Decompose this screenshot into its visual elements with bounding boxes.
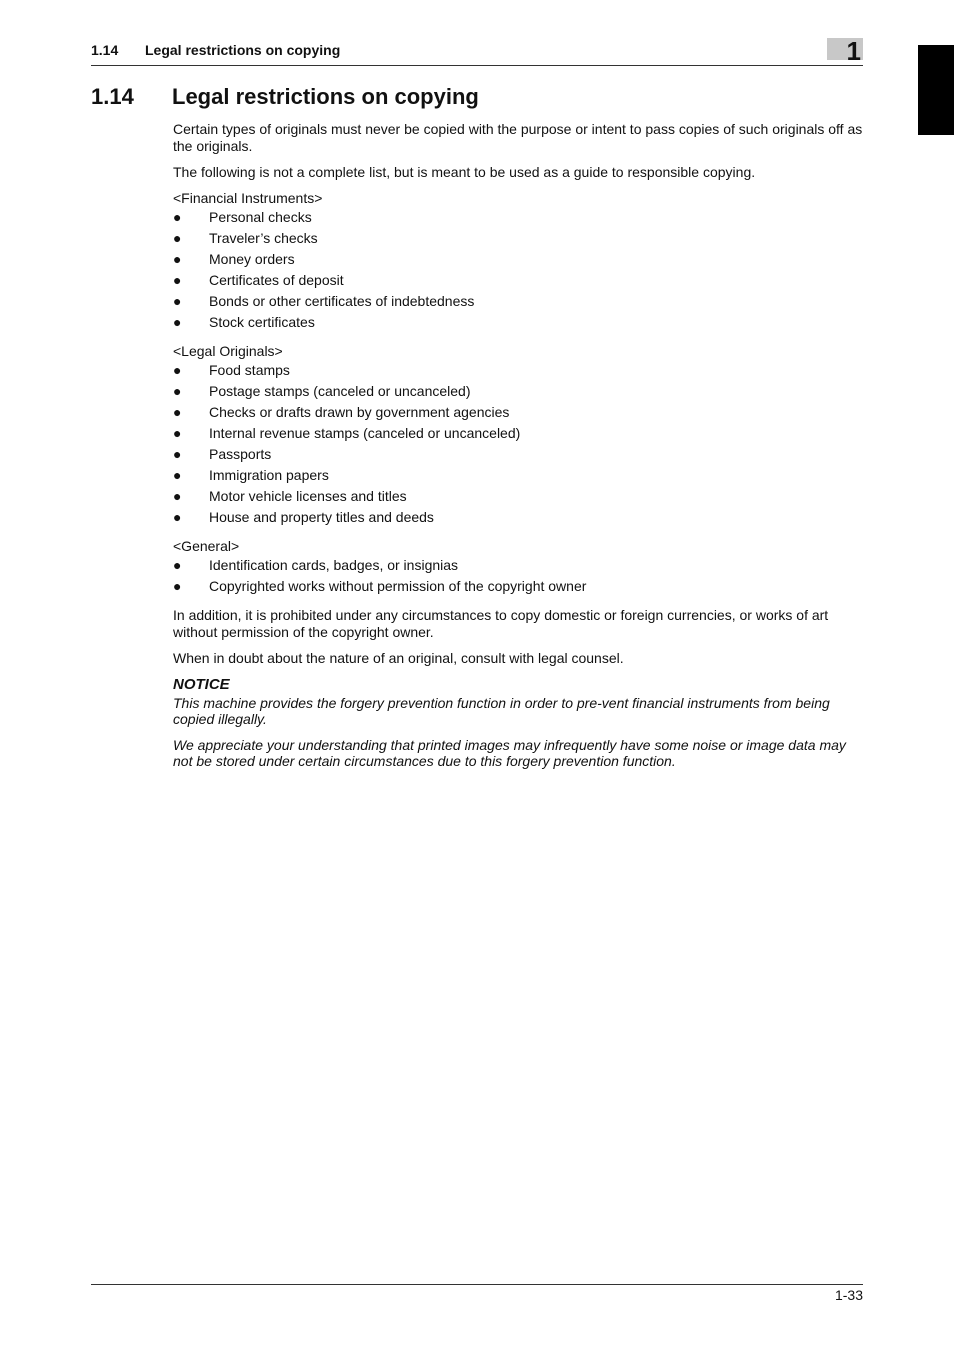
section-title: Legal restrictions on copying bbox=[172, 84, 479, 109]
list-item: ● Food stamps bbox=[173, 362, 290, 378]
bullet-icon: ● bbox=[173, 362, 182, 378]
bullet-icon: ● bbox=[173, 488, 182, 504]
footer-divider bbox=[91, 1284, 863, 1285]
list-item: ● Certificates of deposit bbox=[173, 272, 344, 288]
intro-paragraph: Certain types of originals must never be copied with the purpose or intent to pass copies of such originals off as the originals. bbox=[173, 121, 863, 154]
group-label: <Financial Instruments> bbox=[173, 190, 323, 206]
closing-paragraph: In addition, it is prohibited under any circumstances to copy domestic or foreign currencies, or works of art without permission of the copyright owner. bbox=[173, 607, 829, 640]
group-label: <Legal Originals> bbox=[173, 343, 283, 359]
bullet-icon: ● bbox=[173, 314, 182, 330]
notice-heading: NOTICE bbox=[173, 676, 230, 693]
list-item: ● Stock certificates bbox=[173, 314, 315, 330]
bullet-icon: ● bbox=[173, 293, 182, 309]
running-header bbox=[91, 36, 863, 66]
bullet-list bbox=[173, 209, 865, 335]
notice-box bbox=[173, 676, 865, 769]
chapter-number-box: 1 bbox=[827, 38, 863, 60]
bullet-icon: ● bbox=[173, 509, 182, 525]
list-item: ● Motor vehicle licenses and titles bbox=[173, 488, 407, 504]
bullet-icon: ● bbox=[173, 446, 182, 462]
header-section-title: Legal restrictions on copying bbox=[145, 42, 341, 58]
page-number: 1-33 bbox=[834, 1287, 863, 1303]
bullet-icon: ● bbox=[173, 251, 182, 267]
list-item: ● Traveler’s checks bbox=[173, 230, 318, 246]
section-number: 1.14 bbox=[91, 84, 134, 109]
bullet-icon: ● bbox=[173, 557, 182, 573]
list-item: ● Checks or drafts drawn by government agencies bbox=[173, 404, 510, 420]
list-item: ● Personal checks bbox=[173, 209, 312, 225]
bullet-list bbox=[173, 557, 865, 599]
header-section-number: 1.14 bbox=[91, 42, 119, 58]
bullet-icon: ● bbox=[173, 467, 182, 483]
list-item: ● House and property titles and deeds bbox=[173, 509, 434, 525]
list-item: ● Bonds or other certificates of indebtedness bbox=[173, 293, 475, 309]
notice-paragraph: We appreciate your understanding that printed images may infrequently have some noise or image data may not be stored under certain circumstances due to this forgery prevention function. bbox=[173, 737, 846, 769]
list-item: ● Postage stamps (canceled or uncanceled) bbox=[173, 383, 471, 399]
bullet-icon: ● bbox=[173, 425, 182, 441]
group-legal-originals bbox=[173, 343, 865, 530]
body-content bbox=[173, 121, 865, 779]
closing-paragraph: When in doubt about the nature of an original, consult with legal counsel. bbox=[173, 650, 624, 666]
group-general bbox=[173, 538, 865, 599]
bullet-icon: ● bbox=[173, 230, 182, 246]
list-item: ● Immigration papers bbox=[173, 467, 329, 483]
group-label: <General> bbox=[173, 538, 240, 554]
bullet-icon: ● bbox=[173, 209, 182, 225]
bullet-icon: ● bbox=[173, 578, 182, 594]
group-financial-instruments bbox=[173, 190, 865, 335]
intro-paragraph: The following is not a complete list, but is meant to be used as a guide to responsible copying. bbox=[173, 164, 756, 180]
list-item: ● Money orders bbox=[173, 251, 295, 267]
chapter-side-tab bbox=[918, 45, 954, 135]
bullet-icon: ● bbox=[173, 383, 182, 399]
list-item: ● Identification cards, badges, or insignias bbox=[173, 557, 459, 573]
bullet-list bbox=[173, 362, 865, 530]
list-item: ● Passports bbox=[173, 446, 272, 462]
list-item: ● Internal revenue stamps (canceled or uncanceled) bbox=[173, 425, 521, 441]
bullet-icon: ● bbox=[173, 272, 182, 288]
list-item: ● Copyrighted works without permission of the copyright owner bbox=[173, 578, 587, 594]
notice-paragraph: This machine provides the forgery prevention function in order to pre-vent financial instruments from being copied illegally. bbox=[173, 695, 830, 727]
bullet-icon: ● bbox=[173, 404, 182, 420]
